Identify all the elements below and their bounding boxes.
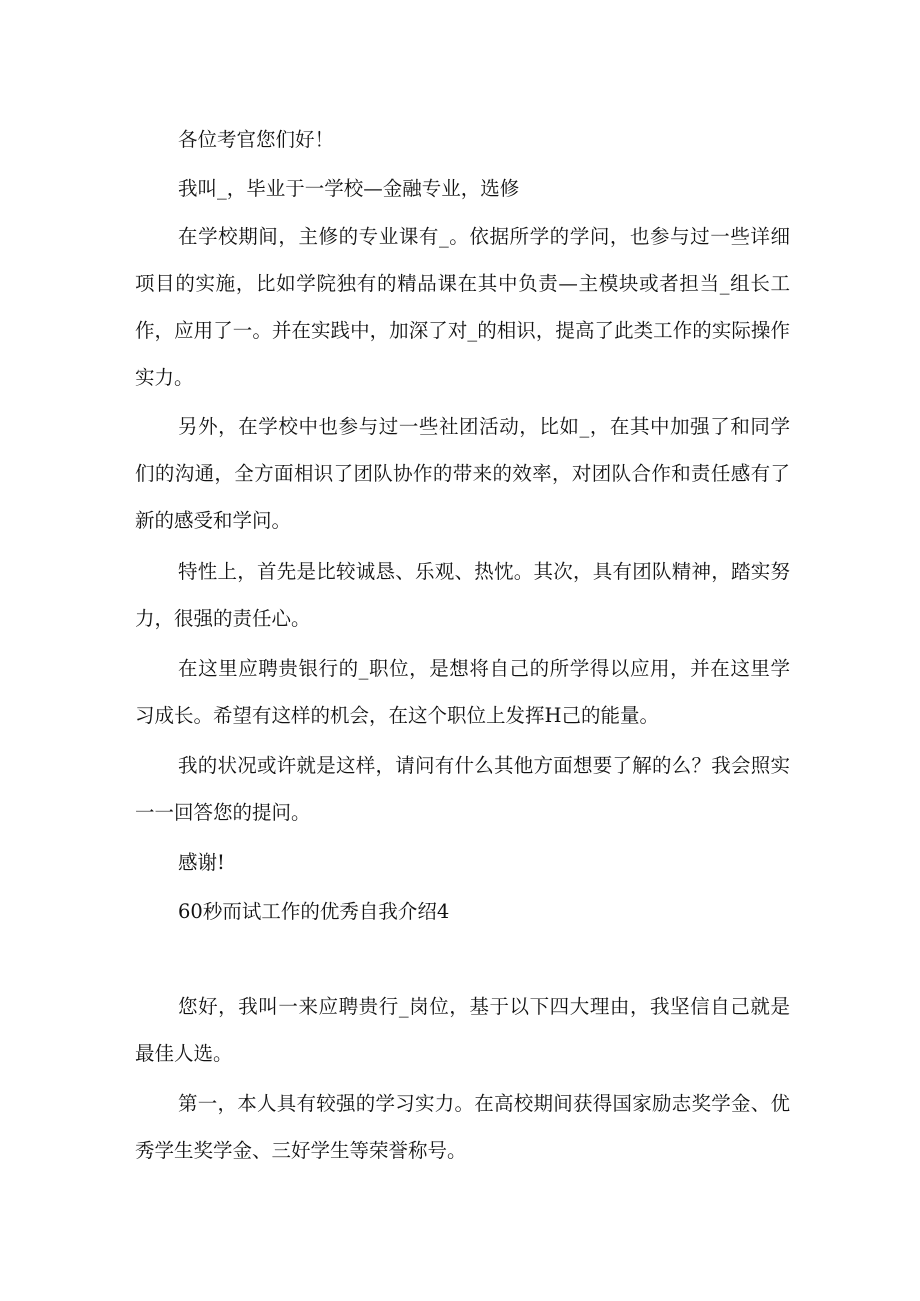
thanks-paragraph: 感谢! bbox=[178, 851, 225, 874]
second-intro-paragraph: 您好，我叫一来应聘贵行_岗位，基于以下四大理由，我坚信自己就是最佳人选。 bbox=[135, 995, 790, 1065]
first-reason-paragraph: 第一，本人具有较强的学习实力。在高校期间获得国家励志奖学金、优秀学生奖学金、三好学生等荣誉称号。 bbox=[135, 1092, 790, 1162]
greeting-paragraph: 各位考官您们好！ bbox=[178, 128, 335, 151]
personality-paragraph: 特性上，首先是比较诚恳、乐观、热忱。其次，具有团队精神，踏实努力，很强的责任心。 bbox=[135, 560, 790, 630]
intro-paragraph: 我叫_，毕业于一学校—金融专业，选修 bbox=[178, 177, 520, 200]
closing-paragraph: 我的状况或许就是这样，请问有什么其他方面想要了解的么？我会照实一一回答您的提问。 bbox=[135, 754, 790, 824]
study-paragraph: 在学校期间，主修的专业课有_。依据所学的学问，也参与过一些详细项目的实施，比如学院独有的精品课在其中负责—主模块或者担当_组长工作，应用了一。并在实践中，加深了对_的相识，提高了此类工作的实际操作实力。 bbox=[135, 225, 790, 389]
activities-paragraph: 另外，在学校中也参与过一些社团活动，比如_，在其中加强了和同学们的沟通，全方面相识了团队协作的带来的效率，对团队合作和责任感有了新的感受和学问。 bbox=[135, 415, 790, 532]
position-paragraph: 在这里应聘贵银行的_职位，是想将自己的所学得以应用，并在这里学习成长。希望有这样的机会，在这个职位上发挥H己的能量。 bbox=[135, 657, 790, 727]
section-heading: 60秒而试工作的优秀自我介绍4 bbox=[178, 900, 450, 923]
